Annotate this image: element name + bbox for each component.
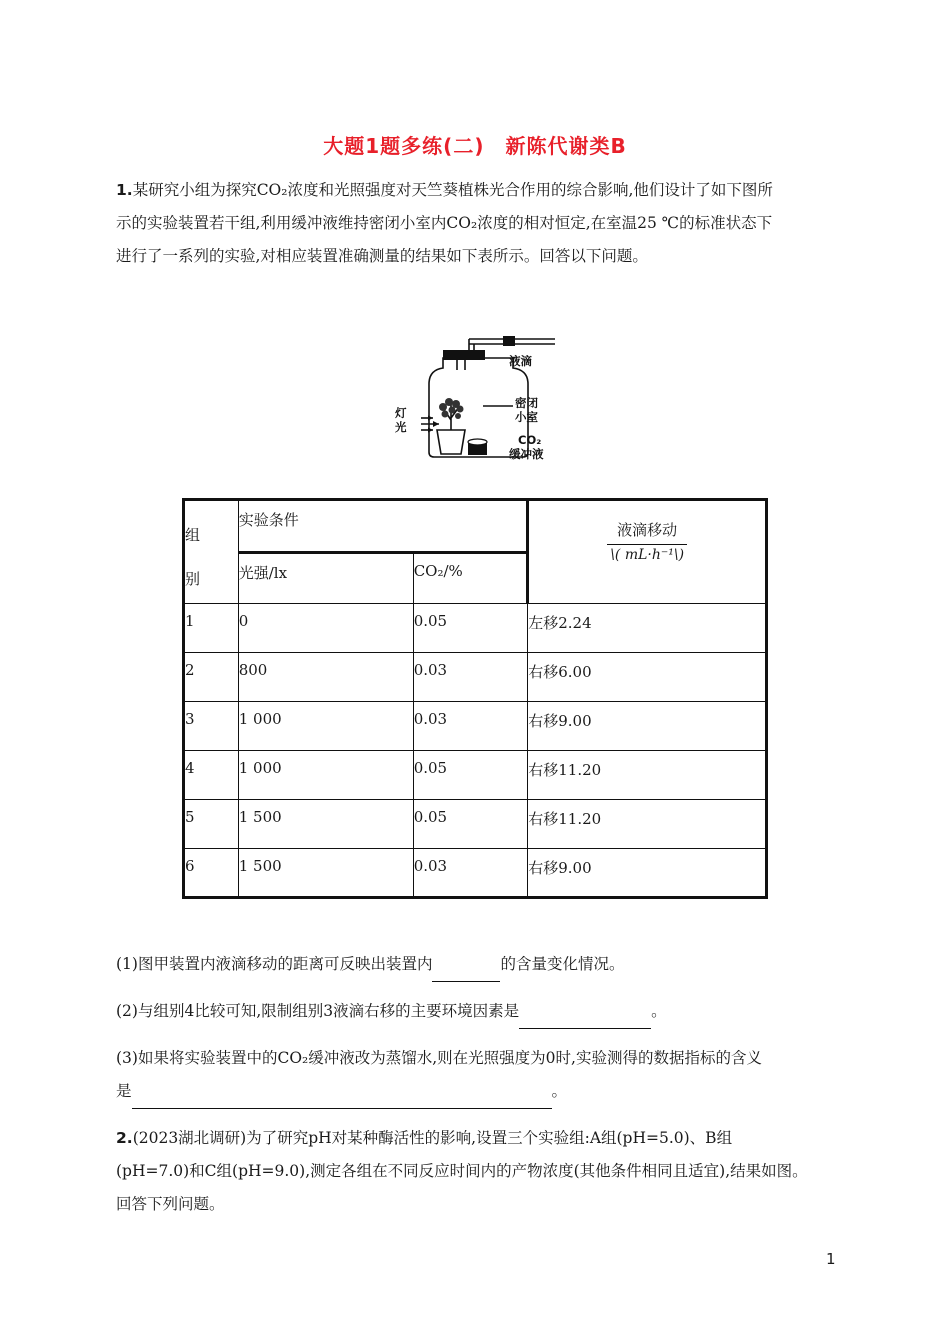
header-group-cell	[184, 500, 239, 604]
table-row: 3 1 000 0.03 右移9.00	[184, 702, 767, 751]
sub-question-2: (2)与组别4比较可知,限制组别3液滴右移的主要环境因素是 。	[116, 995, 836, 1029]
buffer-label: 缓冲液	[509, 447, 544, 461]
page-number: 1	[826, 1250, 836, 1268]
table-row: 6 1 500 0.03 右移9.00	[184, 849, 767, 898]
co2-label: CO₂	[518, 433, 542, 447]
question-1-line-3: 进行了一系列的实验,对相应装置准确测量的结果如下表所示。回答以下问题。	[116, 247, 648, 265]
question-1-number: 1.	[116, 181, 133, 199]
apparatus-figure	[385, 330, 565, 465]
results-table	[182, 498, 768, 899]
light-label-1: 灯	[395, 406, 407, 420]
header-co2: CO₂/%	[413, 553, 528, 604]
question-2-line-3: 回答下列问题。	[116, 1195, 225, 1213]
question-1-line-1: 1.某研究小组为探究CO₂浓度和光照强度对天竺葵植株光合作用的综合影响,他们设计了如下图所	[116, 181, 773, 199]
question-2-line-1: 2.(2023湖北调研)为了研究pH对某种酶活性的影响,设置三个实验组:A组(pH=5.0)、B组	[116, 1129, 733, 1147]
sub-question-3: (3)如果将实验装置中的CO₂缓冲液改为蒸馏水,则在光照强度为0时,实验测得的数据指标的含义 是 。	[116, 1042, 836, 1109]
chamber-label-1: 密闭	[515, 396, 538, 410]
header-move-label: 液滴移动	[607, 519, 687, 545]
table-row: 4 1 000 0.05 右移11.20	[184, 751, 767, 800]
header-light: 光强/lx	[238, 553, 413, 604]
sub-question-1: (1)图甲装置内液滴移动的距离可反映出装置内 的含量变化情况。	[116, 948, 836, 982]
table-row: 5 1 500 0.05 右移11.20	[184, 800, 767, 849]
question-1-line-2: 示的实验装置若干组,利用缓冲液维持密闭小室内CO₂浓度的相对恒定,在室温25 ℃的标准状态下	[116, 214, 773, 232]
question-2-line-2: (pH=7.0)和C组(pH=9.0),测定各组在不同反应时间内的产物浓度(其他条件相同且适宜),结果如图。	[116, 1162, 808, 1180]
question-2	[116, 1122, 836, 1221]
droplet-label: 液滴	[509, 354, 532, 368]
header-conditions: 实验条件	[238, 500, 528, 553]
chamber-label-2: 小室	[515, 410, 538, 424]
answer-blank-1[interactable]	[432, 948, 500, 982]
table-header-row-1	[184, 500, 767, 553]
answer-blank-3[interactable]	[132, 1075, 552, 1109]
header-group-2: 别	[185, 570, 201, 588]
question-1	[116, 174, 836, 273]
header-group-1: 组	[185, 526, 201, 544]
answer-blank-2[interactable]	[519, 995, 651, 1029]
table-row: 1 0 0.05 左移2.24	[184, 604, 767, 653]
page-title: 大题1题多练(二) 新陈代谢类B	[323, 134, 627, 158]
header-move-unit: \( mL·h⁻¹\)	[610, 547, 685, 563]
table-row: 2 800 0.03 右移6.00	[184, 653, 767, 702]
question-2-number: 2.	[116, 1129, 133, 1147]
header-move	[528, 500, 767, 604]
light-label-2: 光	[395, 420, 407, 434]
